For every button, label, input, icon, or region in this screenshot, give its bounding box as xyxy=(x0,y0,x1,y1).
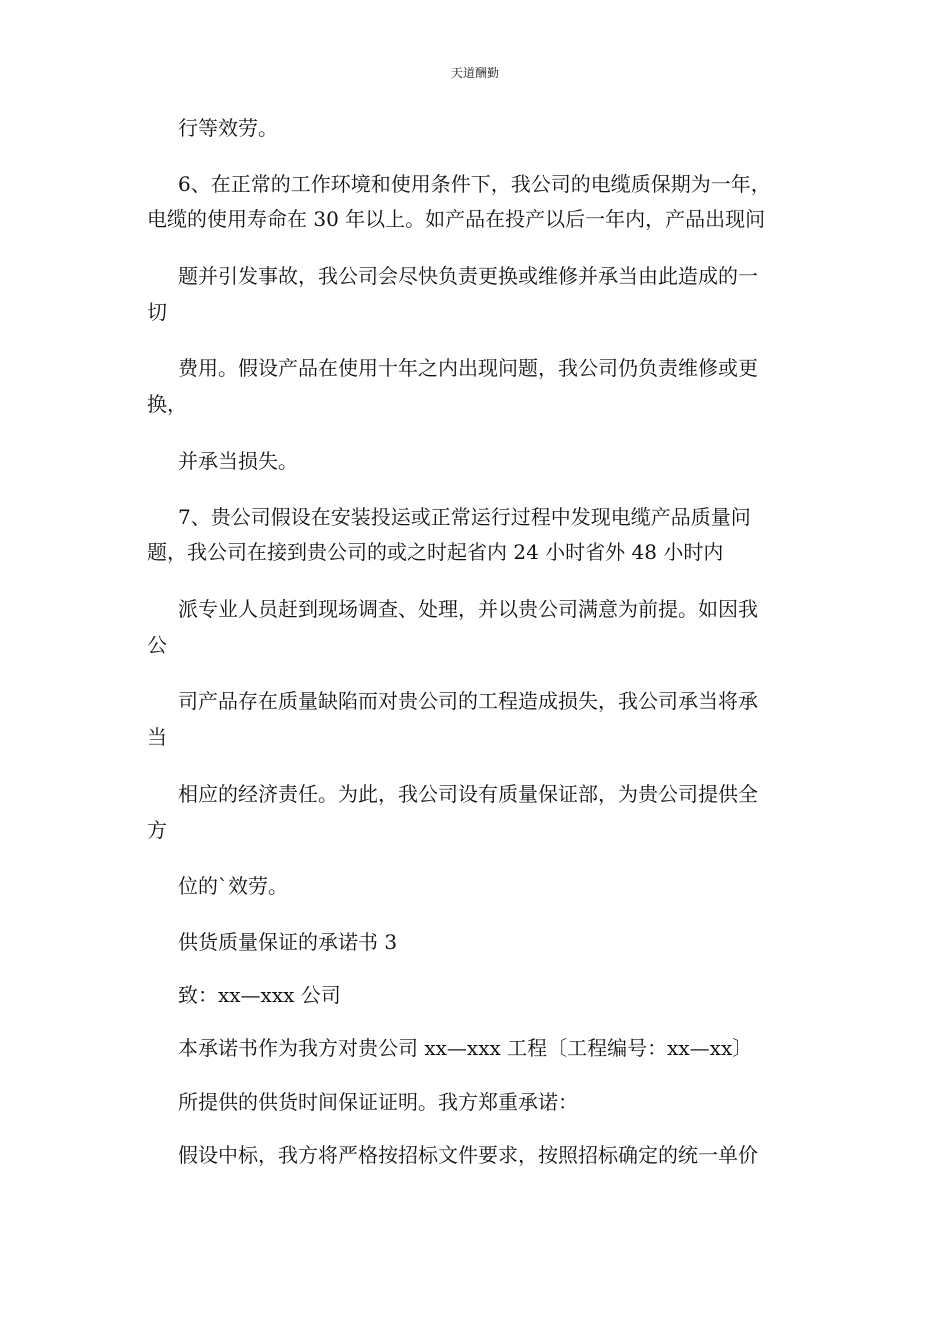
text-line: 7、贵公司假设在安装投运或正常运行过程中发现电缆产品质量问 xyxy=(178,505,751,529)
text-line: 公 xyxy=(147,633,167,657)
section-heading: 供货质量保证的承诺书 3 xyxy=(178,930,398,954)
text-line: 司产品存在质量缺陷而对贵公司的工程造成损失，我公司承当将承 xyxy=(178,689,758,713)
text-line: 题，我公司在接到贵公司的或之时起省内 24 小时省外 48 小时内 xyxy=(147,540,724,564)
text-line: 换， xyxy=(147,392,187,416)
text-line: 致：xx—xxx 公司 xyxy=(178,983,341,1007)
text-line: 位的`效劳。 xyxy=(178,874,288,898)
text-line: 费用。假设产品在使用十年之内出现问题，我公司仍负责维修或更 xyxy=(178,356,758,380)
page-header: 天道酬勤 xyxy=(450,66,499,80)
text-line: 行等效劳。 xyxy=(178,116,278,140)
text-line: 假设中标，我方将严格按招标文件要求，按照招标确定的统一单价 xyxy=(178,1143,758,1167)
text-line: 当 xyxy=(147,725,167,749)
text-line: 方 xyxy=(147,818,167,842)
text-line: 电缆的使用寿命在 30 年以上。如产品在投产以后一年内，产品出现问 xyxy=(147,207,766,231)
text-line: 6、在正常的工作环境和使用条件下，我公司的电缆质保期为一年， xyxy=(178,172,771,196)
text-line: 本承诺书作为我方对贵公司 xx—xxx 工程〔工程编号：xx—xx〕 xyxy=(178,1036,753,1060)
text-line: 相应的经济责任。为此，我公司设有质量保证部，为贵公司提供全 xyxy=(178,782,758,806)
text-line: 所提供的供货时间保证证明。我方郑重承诺： xyxy=(178,1090,578,1114)
text-line: 题并引发事故，我公司会尽快负责更换或维修并承当由此造成的一 xyxy=(178,264,758,288)
text-line: 切 xyxy=(147,300,167,324)
text-line: 派专业人员赶到现场调查、处理，并以贵公司满意为前提。如因我 xyxy=(178,597,758,621)
text-line: 并承当损失。 xyxy=(178,449,298,473)
